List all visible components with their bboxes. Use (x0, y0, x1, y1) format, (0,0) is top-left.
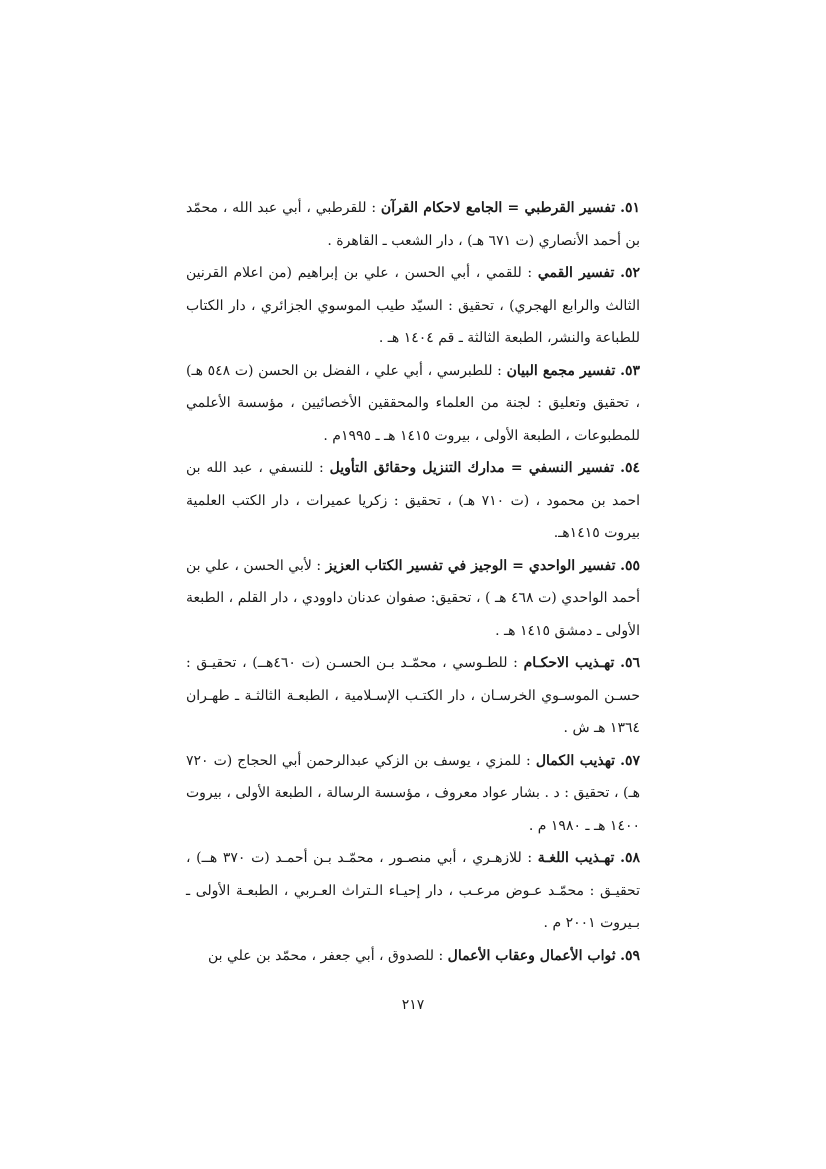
bibliography-entry-52 (186, 257, 640, 355)
entry-title: تهذيب الكمال (535, 752, 616, 769)
entry-title: تهـذيب اللغـة (537, 850, 615, 866)
entry-number: ٥٤. (620, 460, 641, 476)
bibliography-entry-51 (186, 192, 640, 257)
bibliography-entry-54 (186, 452, 640, 550)
entry-details: : للطبرسي ، أبي علي ، الفضل بن الحسن (ت ٥٤٨ هـ) ، تحقيق وتعليق : لجنة من العلماء والمحققين الأخصائيين ، مؤسسة الأعلمي للمطبوعات ، الطبعة الأولى ، بيروت ١٤١٥ هـ ـ ١٩٩٥م . (186, 362, 640, 444)
entry-number: ٥٨. (620, 850, 641, 866)
entry-number: ٥٩. (620, 947, 640, 964)
entry-details: : للازهـري ، أبي منصـور ، محمّـد بـن أحمـد (ت ٣٧٠ هــ) ، تحقيـق : محمّـد عـوض مرعـب ، دار إحيـاء الـتراث العـربي ، الطبعـة الأولى ـ بـيروت ٢٠٠١ م . (186, 850, 640, 931)
bibliography-entry-56 (186, 647, 640, 745)
entry-details: : للمزي ، يوسف بن الزكي عبدالرحمن أبي الحجاج (ت ٧٢٠ هـ) ، تحقيق : د . بشار عواد معروف ، مؤسسة الرسالة ، الطبعة الأولى ، بيروت ١٤٠٠ هـ ـ ١٩٨٠ م . (186, 752, 640, 834)
entry-title: تفسير النسفي = مدارك التنزيل وحقائق التأويل (329, 460, 615, 476)
entry-details: : للصدوق ، أبي جعفر ، محمّد بن علي بن (207, 947, 444, 964)
entry-title: تهـذيب الاحكـام (523, 655, 615, 671)
bibliography-entry-59 (186, 940, 640, 973)
entry-number: ٥٦. (620, 655, 641, 671)
entry-details: : للنسفي ، عبد الله بن احمد بن محمود ، (ت ٧١٠ هـ) ، تحقيق : زكريا عميرات ، دار الكتب العلمية بيروت ١٤١٥هـ. (186, 460, 640, 541)
entry-title: تفسير القمي (537, 265, 615, 281)
bibliography-entry-55 (186, 550, 640, 648)
entry-title: تفسير القرطبي = الجامع لاحكام القرآن (380, 200, 616, 216)
entry-details: : للقرطبي ، أبي عبد الله ، محمّد بن أحمد الأنصاري (ت ٦٧١ هـ) ، دار الشعب ـ القاهرة . (186, 200, 640, 249)
entry-details: : للقمي ، أبي الحسن ، علي بن إبراهيم (من اعلام القرنين الثالث والرابع الهجري) ، تحقيق : السيّد طيب الموسوي الجزائري ، دار الكتاب للطباعة والنشر، الطبعة الثالثة ـ قم ١٤٠٤ هـ . (186, 265, 640, 346)
entry-number: ٥١. (620, 200, 640, 216)
entry-details: : للطـوسي ، محمّـد بـن الحسـن (ت ٤٦٠هــ) ، تحقيـق : حسـن الموسـوي الخرسـان ، دار الكتـب الإسـلامية ، الطبعـة الثالثـة ـ طهـران ١٣٦٤ هـ ش . (186, 655, 640, 736)
entry-number: ٥٢. (620, 265, 641, 281)
entry-number: ٥٥. (620, 557, 640, 574)
page-number: ٢١٧ (401, 997, 425, 1013)
entry-title: تفسير مجمع البيان (506, 362, 616, 379)
entry-title: تفسير الواحدي = الوجيز في تفسير الكتاب العزيز (325, 557, 616, 574)
entry-number: ٥٣. (620, 362, 640, 379)
bibliography-list (186, 192, 640, 972)
bibliography-entry-57 (186, 745, 640, 843)
bibliography-entry-53 (186, 355, 640, 453)
entry-title: ثواب الأعمال وعقاب الأعمال (447, 947, 616, 964)
bibliography-entry-58 (186, 842, 640, 940)
entry-details: : لأبي الحسن ، علي بن أحمد الواحدي (ت ٤٦٨ هـ ) ، تحقيق: صفوان عدنان داوودي ، دار القلم ، الطبعة الأولى ـ دمشق ١٤١٥ هـ . (186, 557, 641, 639)
entry-number: ٥٧. (620, 752, 641, 769)
